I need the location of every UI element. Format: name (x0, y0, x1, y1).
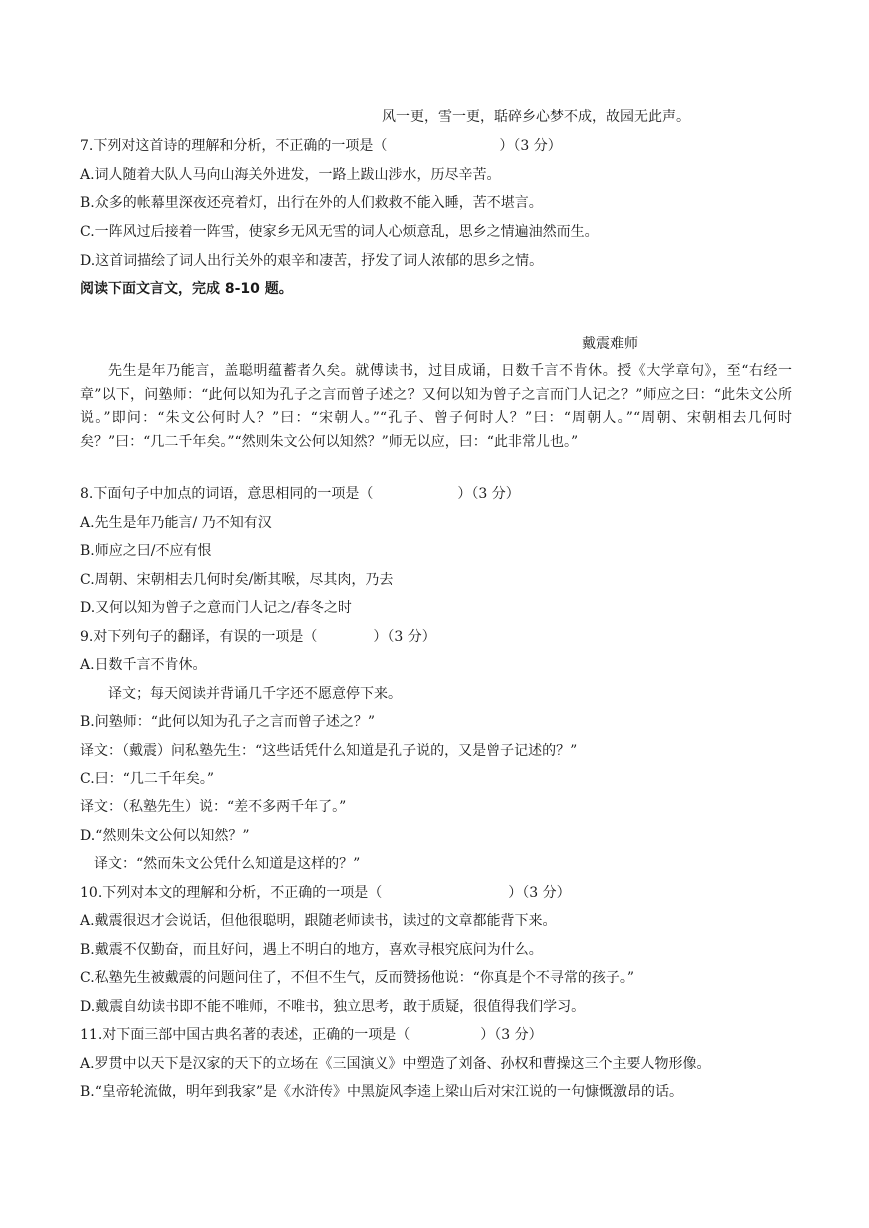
question-11-option-a: A.罗贯中以天下是汉家的天下的立场在《三国演义》中塑造了刘备、孙权和曹操这三个主要人物形像。 (80, 1056, 711, 1072)
passage-title: 戴震难师 (582, 336, 638, 352)
question-7-option-b: B.众多的帐幕里深夜还亮着灯，出行在外的人们救救不能入睡，苦不堪言。 (80, 195, 543, 211)
question-8-stem: 8.下面句子中加点的词语，意思相同的一项是（ ）（3 分） (80, 486, 520, 502)
question-9-translation-c: 译文：（私塾先生）说：“差不多两千年了。” (80, 799, 347, 815)
question-7-stem: 7.下列对这首诗的理解和分析，不正确的一项是（ ）（3 分） (80, 138, 562, 154)
section-heading: 阅读下面文言文，完成 8-10 题。 (80, 281, 293, 297)
question-9-translation-d: 译文：“然而朱文公凭什么知道是这样的？” (94, 856, 361, 872)
question-10-option-a: A.戴震很迟才会说话，但他很聪明，跟随老师读书，读过的文章都能背下来。 (80, 913, 557, 929)
question-7-option-a: A.词人随着大队人马向山海关外进发，一路上跋山涉水，历尽辛苦。 (80, 167, 501, 183)
question-10-option-c: C.私塾先生被戴震的问题问住了，不但不生气，反而赞扬他说：“你真是个不寻常的孩子。” (80, 970, 634, 986)
question-8-option-b: B.师应之曰/不应有恨 (80, 543, 212, 559)
question-9-option-b: B.问塾师：“此何以知为孔子之言而曾子述之？” (80, 714, 376, 730)
question-10-option-d: D.戴震自幼读书即不能不唯师，不唯书，独立思考，敢于质疑，很值得我们学习。 (80, 999, 586, 1015)
question-7-option-d: D.这首词描绘了词人出行关外的艰辛和凄苦，抒发了词人浓郁的思乡之情。 (80, 253, 544, 269)
question-10-option-b: B.戴震不仅勤奋，而且好问，遇上不明白的地方，喜欢寻根究底问为什么。 (80, 942, 543, 958)
question-10-stem: 10.下列对本文的理解和分析，不正确的一项是（ ）（3 分） (80, 885, 571, 901)
question-8-option-c: C.周朝、宋朝相去几何时矣/断其喉，尽其肉，乃去 (80, 572, 394, 588)
passage-text: 先生是年乃能言，盖聪明蕴蓄者久矣。就傅读书，过目成诵，日数千言不肯休。授《大学章句》，至“右经一章”以下，问塾师：“此何以知为孔子之言而曾子述之？又何以知为曾子之言而门人记之？”师应之曰：“此朱文公所说。”即问：“朱文公何时人？”曰：“宋朝人。”“孔子、曾子何时人？”曰：“周朝人。”“周朝、宋朝相去几何时矣？”曰：“几二千年矣。”“然则朱文公何以知然？”师无以应，曰：“此非常儿也。” (80, 363, 792, 450)
question-9-option-c: C.曰：“几二千年矣。” (80, 771, 214, 787)
question-9-translation-b: 译文：（戴震）问私塾先生：“这些话凭什么知道是孔子说的，又是曾子记述的？” (80, 743, 578, 759)
question-11-stem: 11.对下面三部中国古典名著的表述，正确的一项是（ ）（3 分） (80, 1027, 543, 1043)
question-11-option-b: B.“皇帝轮流做，明年到我家”是《水浒传》中黑旋风李逵上梁山后对宋江说的一句慷慨激昂的话。 (80, 1084, 684, 1100)
question-8-option-d: D.又何以知为曾子之意而门人记之/春冬之时 (80, 600, 352, 616)
question-9-option-a: A.日数千言不肯休。 (80, 657, 207, 673)
question-8-option-a: A.先生是年乃能言/ 乃不知有汉 (80, 515, 272, 531)
poem-last-line: 风一更，雪一更，聒碎乡心梦不成，故园无此声。 (382, 109, 690, 125)
question-7-option-c: C.一阵风过后接着一阵雪，使家乡无风无雪的词人心烦意乱，思乡之情遍油然而生。 (80, 224, 599, 240)
question-9-stem: 9.对下列句子的翻译，有误的一项是（ ）（3 分） (80, 629, 436, 645)
question-9-translation-a: 译文；每天阅读并背诵几千字还不愿意停下来。 (108, 686, 402, 702)
question-9-option-d: D.“然则朱文公何以知然？” (80, 828, 250, 844)
